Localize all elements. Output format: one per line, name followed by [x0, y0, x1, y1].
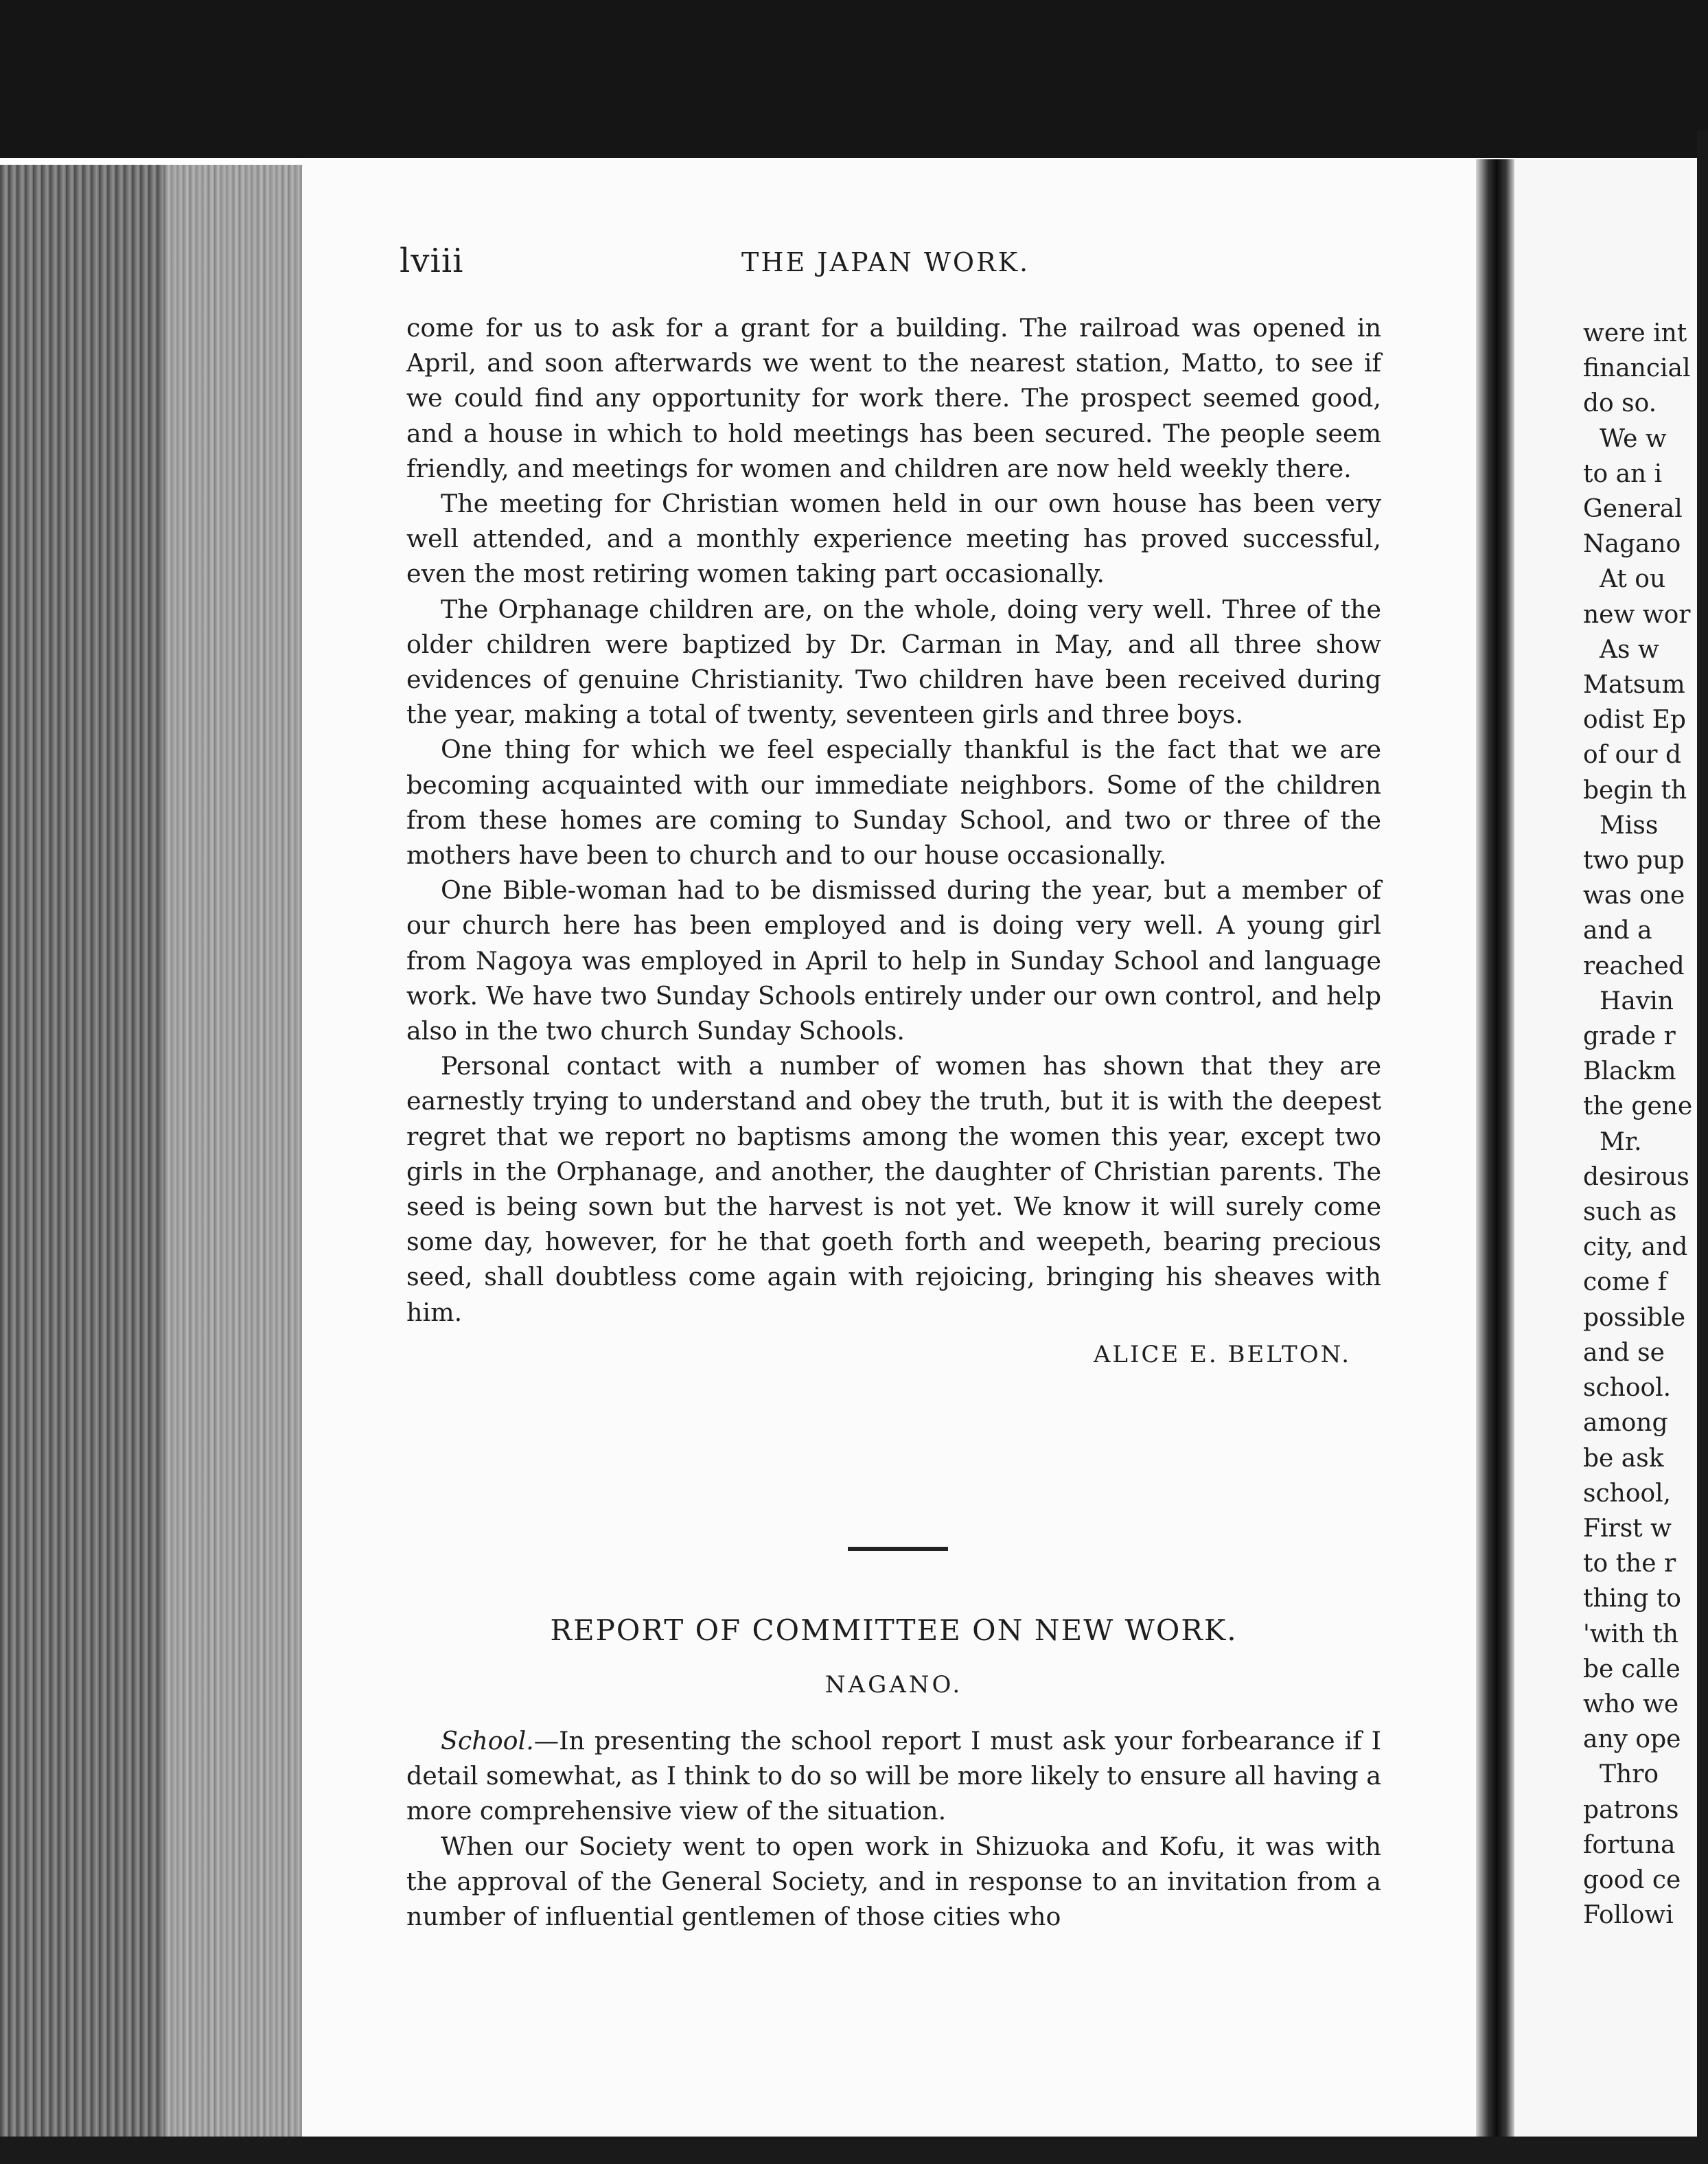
right-line: was one: [1583, 882, 1685, 910]
right-line: Thro: [1600, 1760, 1659, 1789]
report-heading: REPORT OF COMMITTEE ON NEW WORK.: [550, 1613, 1238, 1647]
right-line: begin th: [1583, 776, 1687, 805]
right-line: Havin: [1600, 987, 1674, 1015]
right-line: come f: [1583, 1268, 1667, 1297]
right-line: any ope: [1583, 1725, 1681, 1754]
right-line: two pup: [1583, 847, 1685, 875]
right-line: of our d: [1583, 741, 1681, 770]
right-page-column: [1583, 316, 1708, 1933]
right-line: be ask: [1583, 1444, 1664, 1473]
right-line: We w: [1600, 424, 1667, 453]
signature: ALICE E. BELTON.: [1093, 1340, 1351, 1368]
book-fore-edge-highlight: [165, 165, 302, 2149]
right-line: Matsum: [1583, 671, 1685, 700]
right-line: As w: [1600, 635, 1659, 664]
report-text: [406, 1723, 1381, 1934]
right-line: such as: [1583, 1198, 1677, 1227]
right-line: At ou: [1600, 565, 1666, 594]
right-line: Miss: [1600, 811, 1659, 840]
scan-top-border: [0, 0, 1708, 158]
right-line: and a: [1583, 917, 1652, 945]
right-line: who we: [1583, 1690, 1679, 1718]
right-line: city, and: [1583, 1233, 1688, 1262]
right-line: Blackm: [1583, 1057, 1676, 1086]
school-paragraph: [406, 1723, 1381, 1829]
paragraph-6: Personal contact with a number of women has shown that they are earnestly trying to understand and obey the truth, but it is with the deepest regret that we report no baptisms among the women this year, except two girls in the Orphanage, and another, the daughter of Christian parents. The seed is being sown but the harvest is not yet. We know it will surely come some day, however, for he that goeth forth and weepeth, bearing precious seed, shall doubtless come again with rejoicing, bringing his sheaves with him.: [406, 1051, 1381, 1327]
right-line: possible: [1583, 1303, 1686, 1332]
right-line: the gene: [1583, 1092, 1693, 1121]
right-line: school,: [1583, 1479, 1672, 1508]
right-line: General: [1583, 495, 1683, 524]
book-gutter: [1476, 159, 1514, 2150]
right-line: fortuna: [1583, 1830, 1676, 1859]
right-line: odist Ep: [1583, 706, 1686, 735]
right-line: patrons: [1583, 1795, 1679, 1824]
right-line: financial: [1583, 354, 1691, 383]
running-head: THE JAPAN WORK.: [741, 247, 1030, 277]
right-line: Followi: [1583, 1901, 1674, 1930]
right-line: to the r: [1583, 1550, 1676, 1578]
right-line: new wor: [1583, 600, 1691, 629]
paragraph-3: The Orphanage children are, on the whole, doing very well. Three of the older children were baptized by Dr. Carman in May, and all three show evidences of genuine Christianity. Two children have been received during the year, making a total of twenty, seventeen girls and three boys.: [406, 594, 1381, 730]
right-line: desirous: [1583, 1162, 1689, 1191]
school-label: School.: [441, 1726, 534, 1756]
right-line: thing to: [1583, 1585, 1681, 1613]
right-line: good ce: [1583, 1865, 1681, 1894]
sub-heading: NAGANO.: [824, 1671, 963, 1699]
right-line: and se: [1583, 1338, 1665, 1367]
right-line: First w: [1583, 1514, 1672, 1543]
right-line: Nagano: [1583, 530, 1681, 559]
left-column-text: [406, 310, 1381, 1372]
right-line: were int: [1583, 319, 1687, 347]
paragraph-5: One Bible-woman had to be dismissed during the year, but a member of our church here has been employed and is doing very well. A young girl from Nagoya was employed in April to help in Sunday School and language work. We have two Sunday Schools entirely under our own control, and help also in the two church Sunday Schools.: [406, 875, 1381, 1046]
scan-bottom-border: [0, 2137, 1708, 2164]
page-folio: lviii: [400, 242, 464, 280]
right-line: school.: [1583, 1374, 1672, 1403]
paragraph-1: come for us to ask for a grant for a building. The railroad was opened in April, and soon afterwards we went to the nearest station, Matto, to see if we could find any opportunity for work there. The prospect seemed good, and a house in which to hold meetings has been secured. The people seem friendly, and meetings for women and children are now held weekly there.: [406, 313, 1381, 483]
school-paragraph-text: —In presenting the school report I must ask your forbearance if I detail somewhat, as I think to do so will be more likely to ensure all having a more comprehensive view of the situation.: [406, 1726, 1381, 1826]
paragraph-4: One thing for which we feel especially thankful is the fact that we are becoming acquainted with our immediate neighbors. Some of the children from these homes are coming to Sunday School, and two or three of the mothers have been to church and to our house occasionally.: [406, 735, 1381, 871]
last-paragraph: When our Society went to open work in Shizuoka and Kofu, it was with the approval of the General Society, and in response to an invitation from a number of influential gentlemen of those cities who: [406, 1831, 1381, 1932]
right-line: grade r: [1583, 1022, 1676, 1051]
paragraph-2: The meeting for Christian women held in our own house has been very well attended, and a monthly experience meeting has proved successful, even the most retiring women taking part occasionally.: [406, 489, 1381, 589]
right-line: 'with th: [1583, 1620, 1678, 1648]
right-line: to an i: [1583, 459, 1663, 488]
section-divider-rule: [848, 1547, 948, 1551]
right-line: be calle: [1583, 1655, 1681, 1683]
right-line: Mr.: [1600, 1127, 1642, 1156]
right-line: reached: [1583, 952, 1685, 980]
right-line: do so.: [1583, 389, 1657, 418]
right-line: among: [1583, 1409, 1668, 1438]
